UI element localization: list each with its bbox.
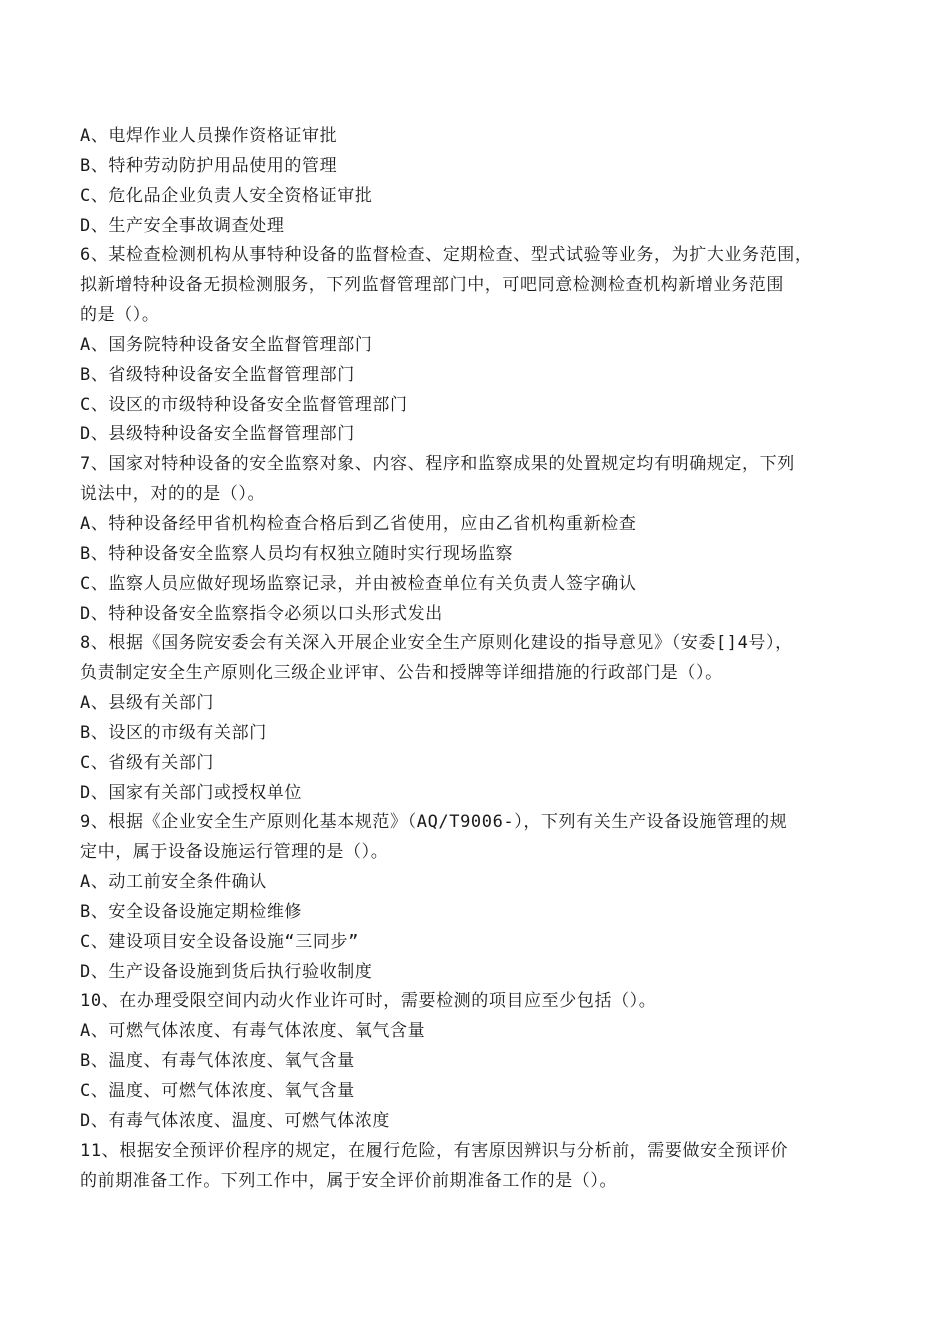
text-line: 拟新增特种设备无损检测服务，下列监督管理部门中，可吧同意检测检查机构新增业务范围 xyxy=(80,275,784,296)
text-line: 负责制定安全生产原则化三级企业评审、公告和授牌等详细措施的行政部门是（）。 xyxy=(80,663,723,684)
text-line: A、可燃气体浓度、有毒气体浓度、氧气含量 xyxy=(80,1021,426,1042)
text-line: A、国务院特种设备安全监督管理部门 xyxy=(80,334,373,355)
text-line: C、设区的市级特种设备安全监督管理部门 xyxy=(80,394,408,415)
text-line: A、县级有关部门 xyxy=(80,693,215,714)
question-6-line: 6、某检查检测机构从事特种设备的监督检查、定期检查、型式试验等业务，为扩大业务范围， xyxy=(80,245,813,266)
question-9-line: 9、根据《企业安全生产原则化基本规范》（AQ/T9006-），下列有关生产设备设施管理的规 xyxy=(80,812,788,833)
text-line: D、生产安全事故调查处理 xyxy=(80,215,285,236)
text-line: B、特种劳动防护用品使用的管理 xyxy=(80,155,338,176)
text-line: C、监察人员应做好现场监察记录，并由被检查单位有关负责人签字确认 xyxy=(80,573,637,594)
text-line: B、省级特种设备安全监督管理部门 xyxy=(80,364,355,385)
text-line: B、安全设备设施定期检维修 xyxy=(80,901,303,922)
text-line: C、省级有关部门 xyxy=(80,752,215,773)
text-line: A、电焊作业人员操作资格证审批 xyxy=(80,126,338,146)
text-line: 的是（）。 xyxy=(80,305,160,326)
text-line: D、国家有关部门或授权单位 xyxy=(80,782,303,803)
text-line: D、县级特种设备安全监督管理部门 xyxy=(80,424,355,445)
text-line: B、特种设备安全监察人员均有权独立随时实行现场监察 xyxy=(80,543,514,564)
text-line: C、危化品企业负责人安全资格证审批 xyxy=(80,185,373,206)
question-8-line: 8、根据《国务院安委会有关深入开展企业安全生产原则化建设的指导意见》（安委[]4号）， xyxy=(80,633,793,654)
text-line: C、温度、可燃气体浓度、氧气含量 xyxy=(80,1081,355,1101)
question-10-line: 10、在办理受限空间内动火作业许可时，需要检测的项目应至少包括（）。 xyxy=(80,991,657,1012)
document-page xyxy=(80,122,880,1196)
text-line: A、动工前安全条件确认 xyxy=(80,872,267,893)
text-line: B、温度、有毒气体浓度、氧气含量 xyxy=(80,1051,355,1072)
question-11-line: 11、根据安全预评价程序的规定，在履行危险，有害原因辨识与分析前，需要做安全预评价 xyxy=(80,1140,789,1161)
text-line: 定中，属于设备设施运行管理的是（）。 xyxy=(80,842,389,863)
text-line: D、有毒气体浓度、温度、可燃气体浓度 xyxy=(80,1110,391,1131)
text-line: 说法中，对的的是（）。 xyxy=(80,484,266,505)
text-line: D、特种设备安全监察指令必须以口头形式发出 xyxy=(80,603,443,624)
text-line: A、特种设备经甲省机构检查合格后到乙省使用，应由乙省机构重新检查 xyxy=(80,513,637,534)
text-line: 的前期准备工作。下列工作中，属于安全评价前期准备工作的是（）。 xyxy=(80,1170,618,1191)
text-line: D、生产设备设施到货后执行验收制度 xyxy=(80,961,373,982)
text-line: C、建设项目安全设备设施“三同步” xyxy=(80,931,359,952)
text-line: B、设区的市级有关部门 xyxy=(80,722,267,743)
question-7-line: 7、国家对特种设备的安全监察对象、内容、程序和监察成果的处置规定均有明确规定，下列 xyxy=(80,454,795,475)
